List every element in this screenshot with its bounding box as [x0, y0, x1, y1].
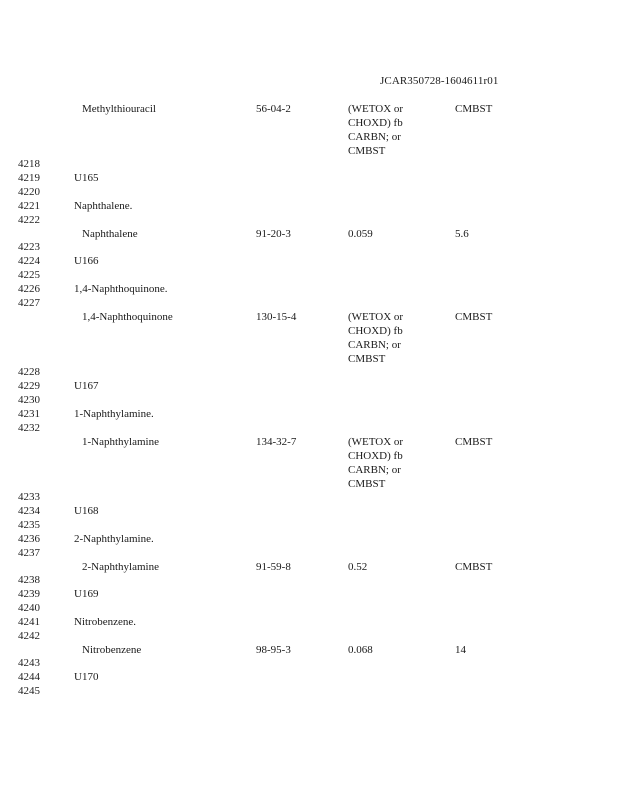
constituent-name: Naphthalene — [82, 228, 138, 240]
nonwastewater-standard: 5.6 — [455, 228, 469, 240]
line-number: 4232 — [18, 422, 40, 434]
wastewater-standard: (WETOX or CHOXD) fb CARBN; or CMBST — [348, 103, 404, 157]
line-number: 4236 — [18, 533, 40, 545]
nonwastewater-standard: CMBST — [455, 103, 493, 115]
line-number: 4224 — [18, 255, 40, 267]
line-number: 4237 — [18, 547, 40, 559]
constituent-name: 2-Naphthylamine — [82, 561, 159, 573]
waste-code: U167 — [74, 380, 99, 392]
line-number: 4242 — [18, 630, 40, 642]
line-number: 4222 — [18, 214, 40, 226]
constituent-name: 1-Naphthylamine — [82, 436, 159, 448]
nonwastewater-standard: 14 — [455, 644, 466, 656]
line-number: 4220 — [18, 186, 40, 198]
line-number: 4229 — [18, 380, 40, 392]
wastewater-standard: (WETOX or CHOXD) fb CARBN; or CMBST — [348, 311, 404, 365]
line-number: 4230 — [18, 394, 40, 406]
line-number: 4223 — [18, 241, 40, 253]
waste-title: 2-Naphthylamine. — [74, 533, 154, 545]
line-number: 4228 — [18, 366, 40, 378]
wastewater-standard: 0.52 — [348, 561, 368, 573]
line-number: 4238 — [18, 574, 40, 586]
cas-number: 134-32-7 — [256, 436, 297, 448]
waste-title: 1-Naphthylamine. — [74, 408, 154, 420]
line-number: 4227 — [18, 297, 40, 309]
constituent-name: Nitrobenzene — [82, 644, 142, 656]
line-number: 4235 — [18, 519, 40, 531]
line-number: 4234 — [18, 505, 40, 517]
line-number: 4240 — [18, 602, 40, 614]
line-number: 4241 — [18, 616, 40, 628]
cas-number: 91-59-8 — [256, 561, 291, 573]
cas-number: 98-95-3 — [256, 644, 291, 656]
line-number: 4221 — [18, 200, 40, 212]
waste-code: U169 — [74, 588, 99, 600]
line-number: 4243 — [18, 657, 40, 669]
line-number: 4218 — [18, 158, 40, 170]
wastewater-standard: 0.059 — [348, 228, 373, 240]
cas-number: 56-04-2 — [256, 103, 291, 115]
waste-title: Naphthalene. — [74, 200, 133, 212]
nonwastewater-standard: CMBST — [455, 436, 493, 448]
line-number: 4226 — [18, 283, 40, 295]
line-number: 4244 — [18, 671, 40, 683]
line-number: 4231 — [18, 408, 40, 420]
line-number: 4233 — [18, 491, 40, 503]
wastewater-standard: (WETOX or CHOXD) fb CARBN; or CMBST — [348, 436, 404, 490]
nonwastewater-standard: CMBST — [455, 561, 493, 573]
waste-code: U166 — [74, 255, 99, 267]
waste-code: U165 — [74, 172, 99, 184]
nonwastewater-standard: CMBST — [455, 311, 493, 323]
waste-title: 1,4-Naphthoquinone. — [74, 283, 168, 295]
waste-code: U168 — [74, 505, 99, 517]
waste-code: U170 — [74, 671, 99, 683]
cas-number: 130-15-4 — [256, 311, 297, 323]
constituent-name: Methylthiouracil — [82, 103, 156, 115]
constituent-name: 1,4-Naphthoquinone — [82, 311, 173, 323]
line-number: 4245 — [18, 685, 40, 697]
document-id-header: JCAR350728-1604611r01 — [380, 75, 499, 87]
cas-number: 91-20-3 — [256, 228, 291, 240]
wastewater-standard: 0.068 — [348, 644, 373, 656]
waste-title: Nitrobenzene. — [74, 616, 136, 628]
line-number: 4219 — [18, 172, 40, 184]
line-number: 4239 — [18, 588, 40, 600]
line-number: 4225 — [18, 269, 40, 281]
